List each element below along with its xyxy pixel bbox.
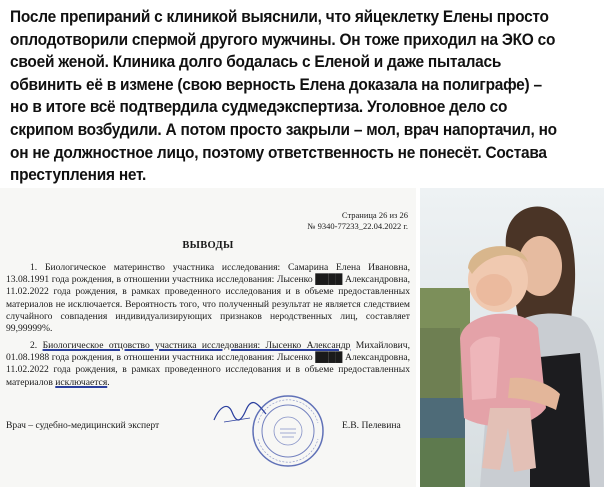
mother-kissing-child-photo-icon <box>420 188 604 487</box>
headline-text: После препираний с клиникой выяснили, что яйцеклетку Елены просто оплодотворили спермой другого мужчины. Он тоже приходил на ЭКО со своей женой. Клиника долго бодалась с Еленой и даже пыталась обвинить её в измене (свою верность Елена доказала на полиграфе) – но в итоге всё подтвердила судмедэкспертиза. Уголовное дело со скрипом возбудили. А потом просто закрыли – мол, врач напортачил, но он не должностное лицо, поэтому ответственность не понесёт. Состава преступления нет. <box>10 7 557 185</box>
conclusion-2-excluded: исключается <box>55 376 108 388</box>
expertise-document <box>0 188 416 487</box>
signer-role: Врач – судебно-медицинский эксперт <box>6 420 160 431</box>
document-title: ВЫВОДЫ <box>182 240 234 251</box>
stamp-icon <box>250 393 326 469</box>
conclusion-1: 1. Биологическое материнство участника исследования: Самарина Елена Ивановна, 13.08.1991 года рождения, в отношении участника исследования: Лысенко ████ Александровна, 11.02.2022 года рождения, в рамках проведенного исследования и в объеме предоставленных материалов не исключается. Вероятность того, что полученный результат не является следствием случайного совпадения индивидуализирующих признаков неродственных лиц, составляет 99,99999%. <box>6 262 410 335</box>
conclusion-2-middle: Михайлович, 01.08.1988 года рождения, в отношении участника исследования: Лысенко ████ Александровна, 11.02.2022 года рождения, в рамках проведенного исследования и в объеме предоставленных материалов <box>6 340 410 388</box>
page-label: Страница 26 из 26 <box>341 210 408 220</box>
document-number: № 9340-77233_22.04.2022 г. <box>307 221 408 231</box>
conclusion-2 <box>6 340 410 389</box>
conclusion-2-end: . <box>107 376 110 388</box>
conclusion-2-prefix: 2. <box>30 340 43 351</box>
signer-name: Е.В. Пелевина <box>342 420 401 431</box>
page-number-block <box>307 210 408 232</box>
conclusion-2-underlined: Биологическое отцовство участника исследования: Лысенко Александр <box>42 340 351 351</box>
